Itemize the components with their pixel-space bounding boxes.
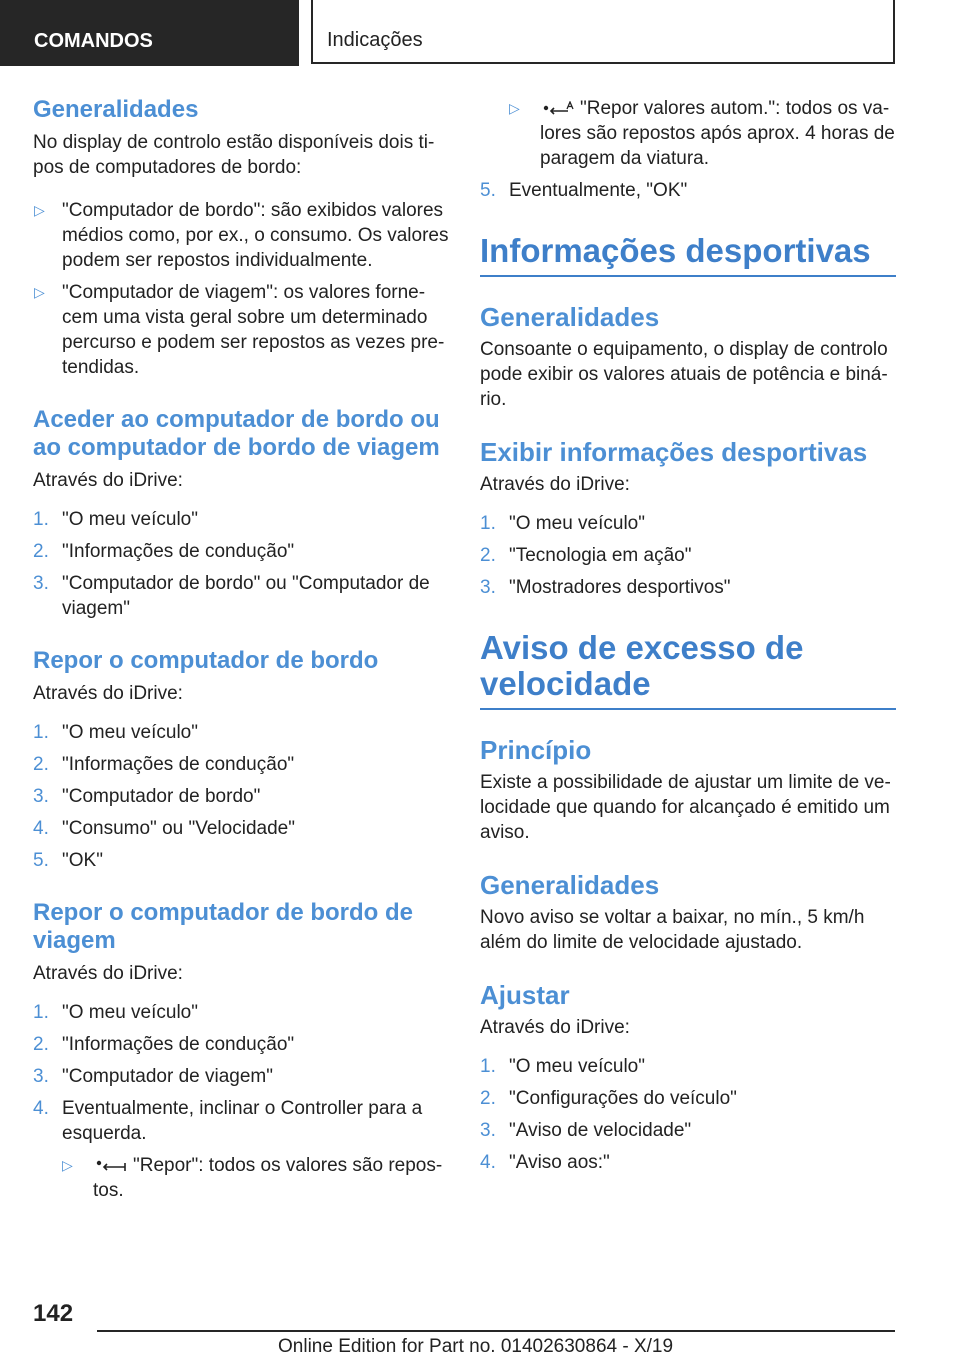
adjust-title: Ajustar bbox=[480, 980, 570, 1010]
chapter-label: Indicações bbox=[327, 29, 423, 51]
sub-item: ▷ "Repor": todos os valores são repos-tos. bbox=[62, 1155, 443, 1201]
list-item: 4. Eventualmente, inclinar o Controller para a esquerda. bbox=[33, 1098, 423, 1144]
list-item: 2. "Informações de condução" bbox=[33, 754, 295, 775]
reset-title: Repor o computador de bordo bbox=[33, 647, 379, 674]
list-item: 2. "Configurações do veículo" bbox=[480, 1088, 737, 1109]
sport-gen-title: Generalidades bbox=[480, 302, 660, 332]
reset-arrow-icon bbox=[93, 1158, 127, 1174]
page-number: 142 bbox=[33, 1300, 74, 1327]
auto-reset-arrow-icon bbox=[540, 101, 574, 117]
list-item: 1. "O meu veículo" bbox=[33, 1002, 198, 1023]
list-item: 2. "Informações de condução" bbox=[33, 541, 295, 562]
list-item: 2. "Tecnologia em ação" bbox=[480, 545, 692, 566]
access-steps bbox=[33, 507, 449, 621]
sport-show-intro: Através do iDrive: bbox=[480, 474, 630, 495]
principle-text: Existe a possibilidade de ajustar um limite de ve-locidade que quando for alcançado é emitido um aviso. bbox=[480, 772, 891, 843]
list-item: 2. "Informações de condução" bbox=[33, 1034, 295, 1055]
reset-trip-steps bbox=[33, 1000, 449, 1203]
list-item: 3. "Computador de bordo" bbox=[33, 786, 261, 807]
gen-list bbox=[33, 198, 449, 380]
list-item: 3. "Computador de viagem" bbox=[33, 1066, 273, 1087]
gen-title: Generalidades bbox=[33, 96, 199, 123]
sport-steps bbox=[480, 511, 896, 600]
list-item: 1. "O meu veículo" bbox=[480, 1056, 645, 1077]
list-item: 1. "O meu veículo" bbox=[33, 722, 198, 743]
right-column bbox=[480, 96, 896, 1195]
sport-gen-text: Consoante o equipamento, o display de controlo pode exibir os valores atuais de potência e biná-rio. bbox=[480, 339, 888, 410]
section-tab bbox=[0, 0, 299, 66]
auto-reset-list bbox=[480, 96, 896, 203]
sub-item: ▷ "Repor valores autom.": todos os va-lores são repostos após aprox. 4 horas de paragem da viatura. bbox=[509, 98, 895, 169]
principle-title: Princípio bbox=[480, 735, 592, 765]
list-item: 3. "Computador de bordo" ou "Computador de viagem" bbox=[33, 573, 430, 619]
reset-trip-title: Repor o computador de bordo de viagem bbox=[33, 899, 414, 954]
list-item: ▷ "Computador de viagem": os valores forne-cem uma vista geral sobre um determinado percurso e podem ser repostos as vezes pre-tendidas. bbox=[34, 282, 445, 378]
sport-heading: Informações desportivas bbox=[480, 233, 896, 277]
triangle-bullet-icon: ▷ bbox=[62, 1157, 73, 1173]
access-title: Aceder ao computador de bordo ou ao computador de bordo de viagem bbox=[33, 406, 440, 461]
adjust-steps bbox=[480, 1054, 896, 1175]
reset-steps bbox=[33, 720, 449, 873]
reset-trip-intro: Através do iDrive: bbox=[33, 963, 183, 984]
chapter-tab bbox=[311, 0, 895, 64]
list-item: ▷ "Computador de bordo": são exibidos valores médios como, por ex., o consumo. Os valores podem ser repostos individualmente. bbox=[34, 200, 449, 271]
reset-intro: Através do iDrive: bbox=[33, 683, 183, 704]
gen-text: No display de controlo estão disponíveis dois ti-pos de computadores de bordo: bbox=[33, 132, 435, 178]
triangle-bullet-icon: ▷ bbox=[34, 284, 45, 300]
section-label: COMANDOS bbox=[34, 30, 153, 52]
sport-show-title: Exibir informações desportivas bbox=[480, 437, 868, 467]
speed-heading: Aviso de excesso de velocidade bbox=[480, 630, 896, 710]
list-item: 3. "Mostradores desportivos" bbox=[480, 577, 731, 598]
left-column bbox=[33, 96, 449, 1223]
edition-text: Online Edition for Part no. 01402630864 - X/19 bbox=[278, 1336, 674, 1357]
list-item: 1. "O meu veículo" bbox=[480, 513, 645, 534]
speed-gen-text: Novo aviso se voltar a baixar, no mín., 5 km/h além do limite de velocidade ajustado. bbox=[480, 907, 865, 953]
list-item: 1. "O meu veículo" bbox=[33, 509, 198, 530]
footer-divider bbox=[97, 1330, 895, 1332]
list-item: 4. "Aviso aos:" bbox=[480, 1152, 610, 1173]
list-item: 5. Eventualmente, "OK" bbox=[480, 180, 688, 201]
list-item: 3. "Aviso de velocidade" bbox=[480, 1120, 692, 1141]
speed-gen-title: Generalidades bbox=[480, 870, 660, 900]
triangle-bullet-icon: ▷ bbox=[509, 100, 520, 116]
adjust-intro: Através do iDrive: bbox=[480, 1017, 630, 1038]
list-item: 4. "Consumo" ou "Velocidade" bbox=[33, 818, 295, 839]
list-item: 5. "OK" bbox=[33, 850, 103, 871]
triangle-bullet-icon: ▷ bbox=[34, 202, 45, 218]
access-intro: Através do iDrive: bbox=[33, 470, 183, 491]
